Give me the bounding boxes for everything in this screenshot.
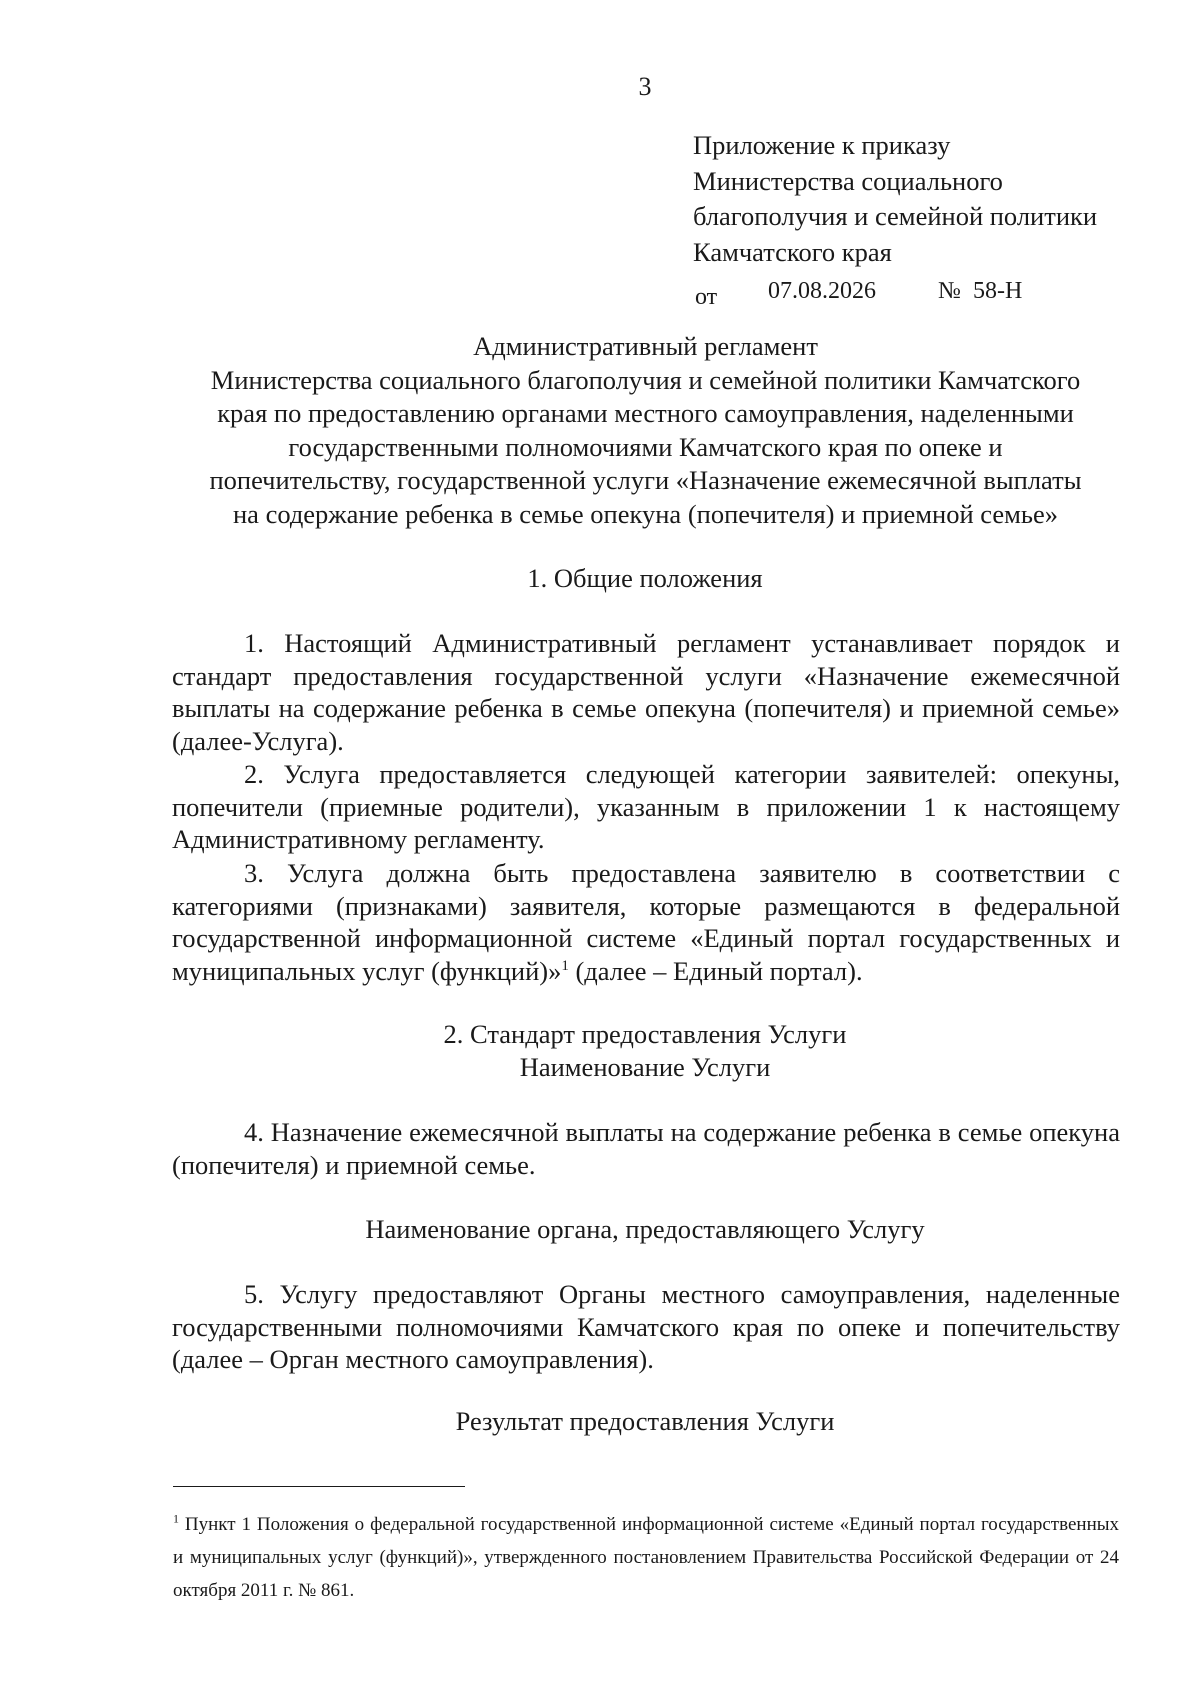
subheading-organ: Наименование органа, предоставляющего Услугу [365,1214,925,1244]
paragraph-3 [172,857,1120,987]
paragraph-2: 2. Услуга предоставляется следующей категории заявителей: опекуны, попечители (приемные родители), указанным в приложении 1 к настоящему Административному регламенту. [172,759,1120,854]
order-number: 58-Н [973,278,1023,304]
title-line: Министерства социального благополучия и семейной политики Камчатского [210,364,1081,395]
order-number-sign: № [938,278,961,304]
title-line: края по предоставлению органами местного самоуправления, наделенными [217,398,1074,428]
page-number: 3 [638,72,652,101]
paragraph-3-tail: (далее – Единый портал). [568,955,863,986]
section-heading-general: 1. Общие положения [527,563,763,593]
subheading-result: Результат предоставления Услуги [455,1406,835,1436]
footnote-text: Пункт 1 Положения о федеральной государственной информационной системе «Единый портал государственных и муниципальных услуг (функций)», утвержденного постановлением Правительства Российской Федерации от 24 октября 2011 г. № 861. [173,1514,1119,1601]
paragraph-1: 1. Настоящий Административный регламент устанавливает порядок и стандарт предоставления государственной услуги «Назначение ежемесячной выплаты на содержание ребенка в семье опекуна (попечителя) и приемной семье» (далее-Услуга). [172,628,1120,756]
footnote [173,1508,1119,1607]
footnote-separator [173,1486,465,1487]
appendix-line: Министерства социального [693,165,1003,196]
document-title [160,330,1131,531]
paragraph-5: 5. Услугу предоставляют Органы местного самоуправления, наделенные государственными полномочиями Камчатского края по опеке и попечительству (далее – Орган местного самоуправления). [172,1279,1120,1374]
footnote-mark: 1 [173,1511,179,1526]
footnote-reference: 1 [561,957,569,974]
title-line: попечительству, государственной услуги «Назначение ежемесячной выплаты [209,465,1082,495]
subheading-service-name: Наименование Услуги [519,1052,771,1082]
order-details [693,270,1097,310]
appendix-block [693,128,1097,310]
title-line: государственными полномочиями Камчатского края по опеке и [288,431,1003,462]
order-date: 07.08.2026 [768,278,876,304]
title-line: Административный регламент [473,331,818,361]
appendix-line: Приложение к приказу [693,130,951,160]
title-line: на содержание ребенка в семье опекуна (попечителя) и приемной семье» [233,498,1058,529]
appendix-line: благополучия и семейной политики [693,201,1098,231]
appendix-line: Камчатского края [693,236,892,267]
section-heading-standard: 2. Стандарт предоставления Услуги [443,1019,847,1049]
paragraph-3-text: 3. Услуга должна быть предоставлена заявителю в соответствии с категориями (признаками) заявителя, которые размещаются в федеральной государственной информационной системе «Единый портал государственных и муниципальных услуг (функций)» [172,858,1120,986]
order-from-label: от [695,284,718,310]
paragraph-4: 4. Назначение ежемесячной выплаты на содержание ребенка в семье опекуна (попечителя) и приемной семье. [172,1117,1120,1180]
